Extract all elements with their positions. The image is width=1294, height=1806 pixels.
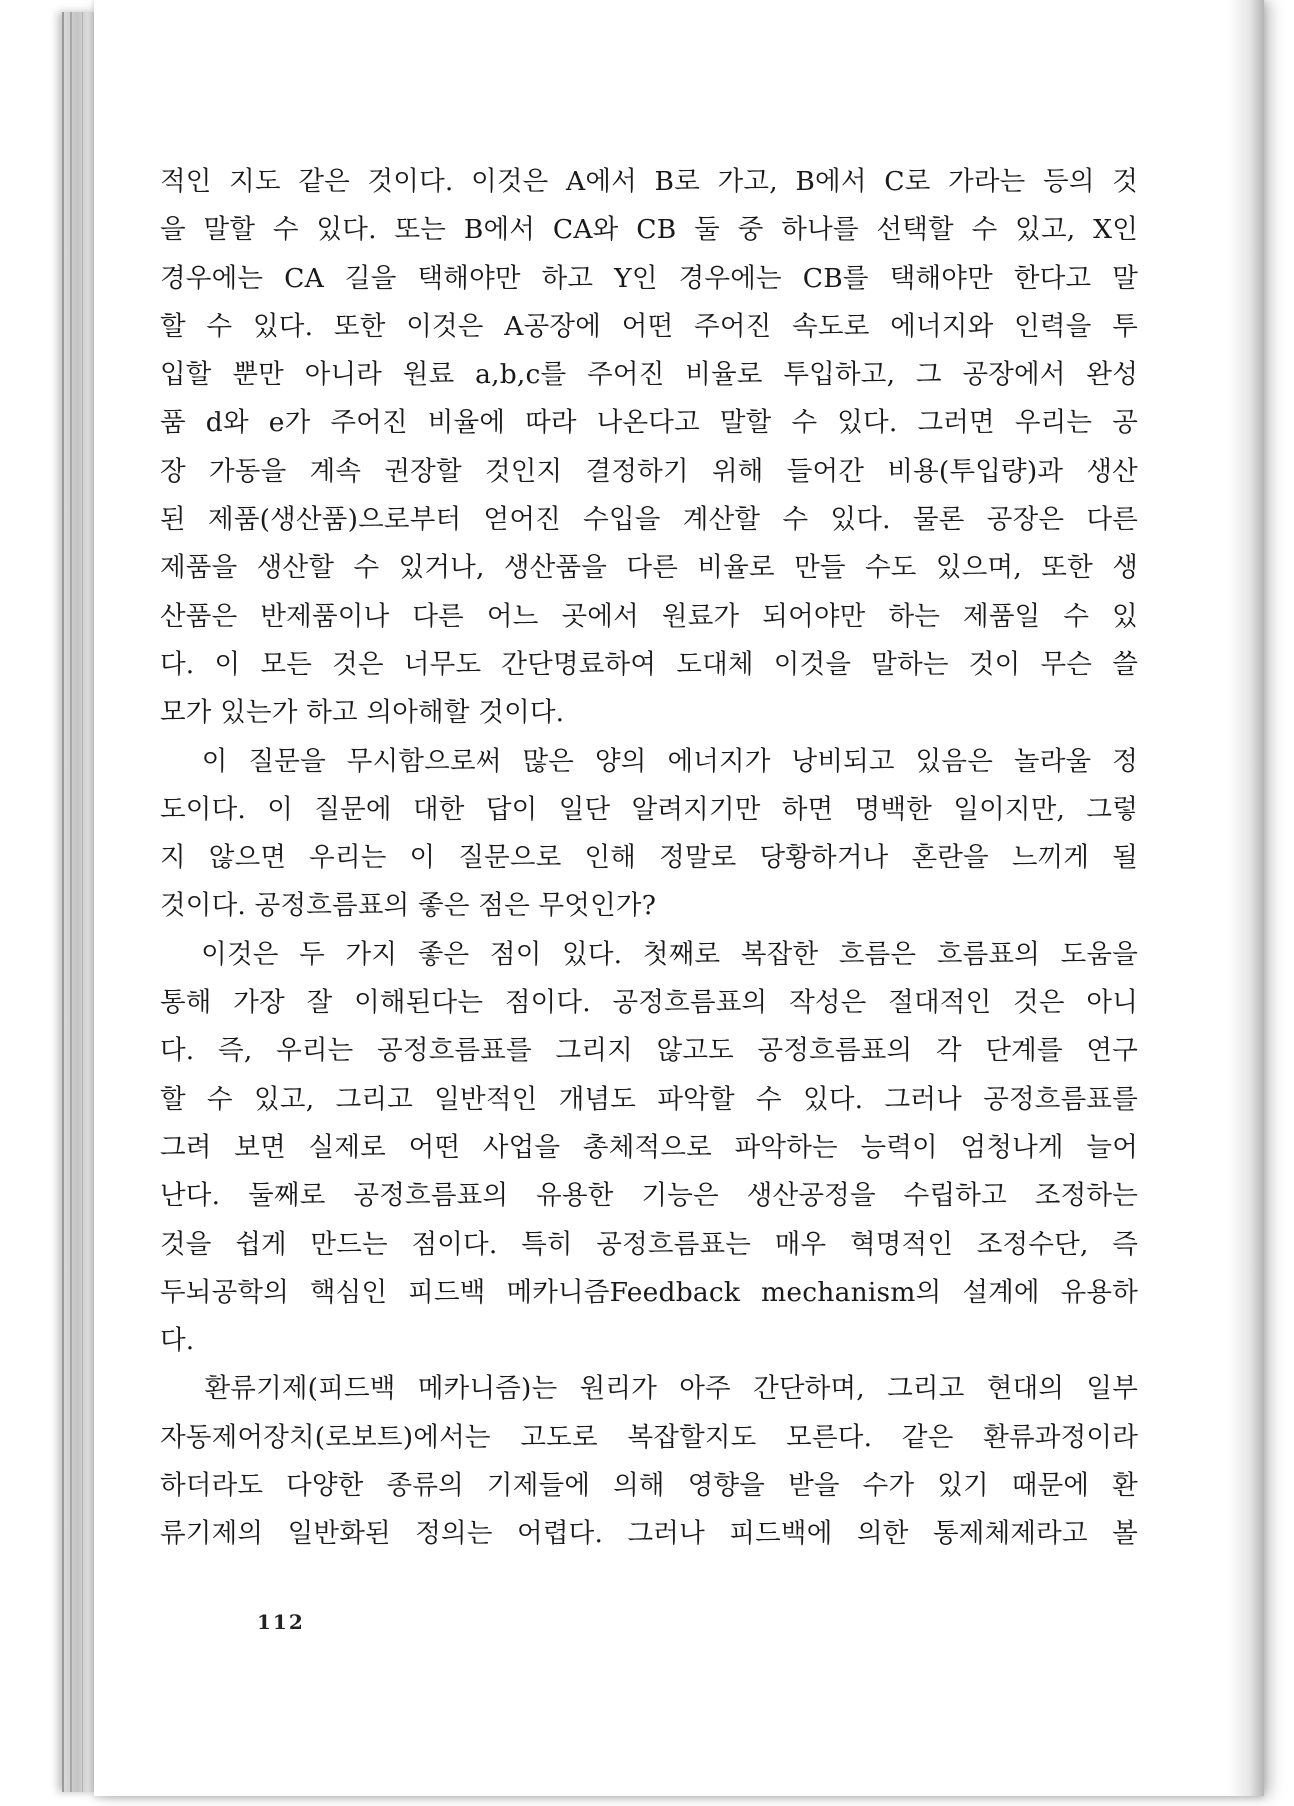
text-line: 제품을 생산할 수 있거나, 생산품을 다른 비율로 만들 수도 있으며, 또한 생 bbox=[160, 552, 1138, 584]
text-line: 것을 쉽게 만드는 점이다. 특히 공정흐름표는 매우 혁명적인 조정수단, 즉 bbox=[160, 1228, 1138, 1260]
text-line: 장 가동을 계속 권장할 것인지 결정하기 위해 들어간 비용(투입량)과 생산 bbox=[160, 455, 1138, 487]
text-line: 이 질문을 무시함으로써 많은 양의 에너지가 낭비되고 있음은 놀라울 정 bbox=[160, 745, 1138, 777]
text-line: 그려 보면 실제로 어떤 사업을 총체적으로 파악하는 능력이 엄청나게 늘어 bbox=[160, 1131, 1138, 1163]
text-line: 지 않으면 우리는 이 질문으로 인해 정말로 당황하거나 혼란을 느끼게 될 bbox=[160, 842, 1139, 874]
text-line: 류기제의 일반화된 정의는 어렵다. 그러나 피드백에 의한 통제체제라고 볼 bbox=[160, 1518, 1138, 1550]
text-line: 산품은 반제품이나 다른 어느 곳에서 원료가 되어야만 하는 제품일 수 있 bbox=[160, 600, 1138, 632]
text-line: 품 d와 e가 주어진 비율에 따라 나온다고 말할 수 있다. 그러면 우리는 공 bbox=[160, 407, 1138, 439]
text-line: 이것은 두 가지 좋은 점이 있다. 첫째로 복잡한 흐름은 흐름표의 도움을 bbox=[160, 938, 1138, 970]
text-line: 하더라도 다양한 종류의 기제들에 의해 영향을 받을 수가 있기 때문에 환 bbox=[160, 1470, 1138, 1502]
text-line: 난다. 둘째로 공정흐름표의 유용한 기능은 생산공정을 수립하고 조정하는 bbox=[160, 1180, 1138, 1212]
text-line: 적인 지도 같은 것이다. 이것은 A에서 B로 가고, B에서 C로 가라는 등의 것 bbox=[160, 166, 1138, 197]
text-line: 다. 이 모든 것은 너무도 간단명료하여 도대체 이것을 말하는 것이 무슨 쓸 bbox=[160, 648, 1138, 680]
text-line: 할 수 있다. 또한 이것은 A공장에 어떤 주어진 속도로 에너지와 인력을 투 bbox=[160, 310, 1138, 342]
text-line: 환류기제(피드백 메카니즘)는 원리가 아주 간단하며, 그리고 현대의 일부 bbox=[160, 1373, 1138, 1405]
text-line: 다. bbox=[160, 1325, 195, 1357]
page-curl-shadow bbox=[1228, 0, 1264, 1796]
text-line: 을 말할 수 있다. 또는 B에서 CA와 CB 둘 중 하나를 선택할 수 있고, X인 bbox=[160, 214, 1138, 246]
text-line: 입할 뿐만 아니라 원료 a,b,c를 주어진 비율로 투입하고, 그 공장에서 완성 bbox=[160, 359, 1138, 391]
text-line: 통해 가장 잘 이해된다는 점이다. 공정흐름표의 작성은 절대적인 것은 아니 bbox=[160, 987, 1138, 1019]
book-page-edges bbox=[62, 12, 98, 1792]
text-line: 도이다. 이 질문에 대한 답이 일단 알려지기만 하면 명백한 일이지만, 그렇 bbox=[160, 793, 1138, 825]
text-line: 두뇌공학의 핵심인 피드백 메카니즘Feedback mechanism의 설계에 유용하 bbox=[160, 1276, 1138, 1308]
text-line: 경우에는 CA 길을 택해야만 하고 Y인 경우에는 CB를 택해야만 한다고 말 bbox=[160, 262, 1138, 294]
text-line: 모가 있는가 하고 의아해할 것이다. bbox=[160, 697, 565, 729]
text-line: 자동제어장치(로보트)에서는 고도로 복잡할지도 모른다. 같은 환류과정이라 bbox=[160, 1421, 1138, 1453]
text-line: 것이다. 공정흐름표의 좋은 점은 무엇인가? bbox=[160, 890, 657, 922]
text-line: 다. 즉, 우리는 공정흐름표를 그리지 않고도 공정흐름표의 각 단계를 연구 bbox=[160, 1035, 1138, 1067]
page-number: 112 bbox=[257, 1610, 305, 1634]
text-line: 할 수 있고, 그리고 일반적인 개념도 파악할 수 있다. 그러나 공정흐름표를 bbox=[160, 1083, 1138, 1115]
text-line: 된 제품(생산품)으로부터 얻어진 수입을 계산할 수 있다. 물론 공장은 다른 bbox=[160, 504, 1138, 536]
body-text bbox=[160, 158, 1138, 1559]
